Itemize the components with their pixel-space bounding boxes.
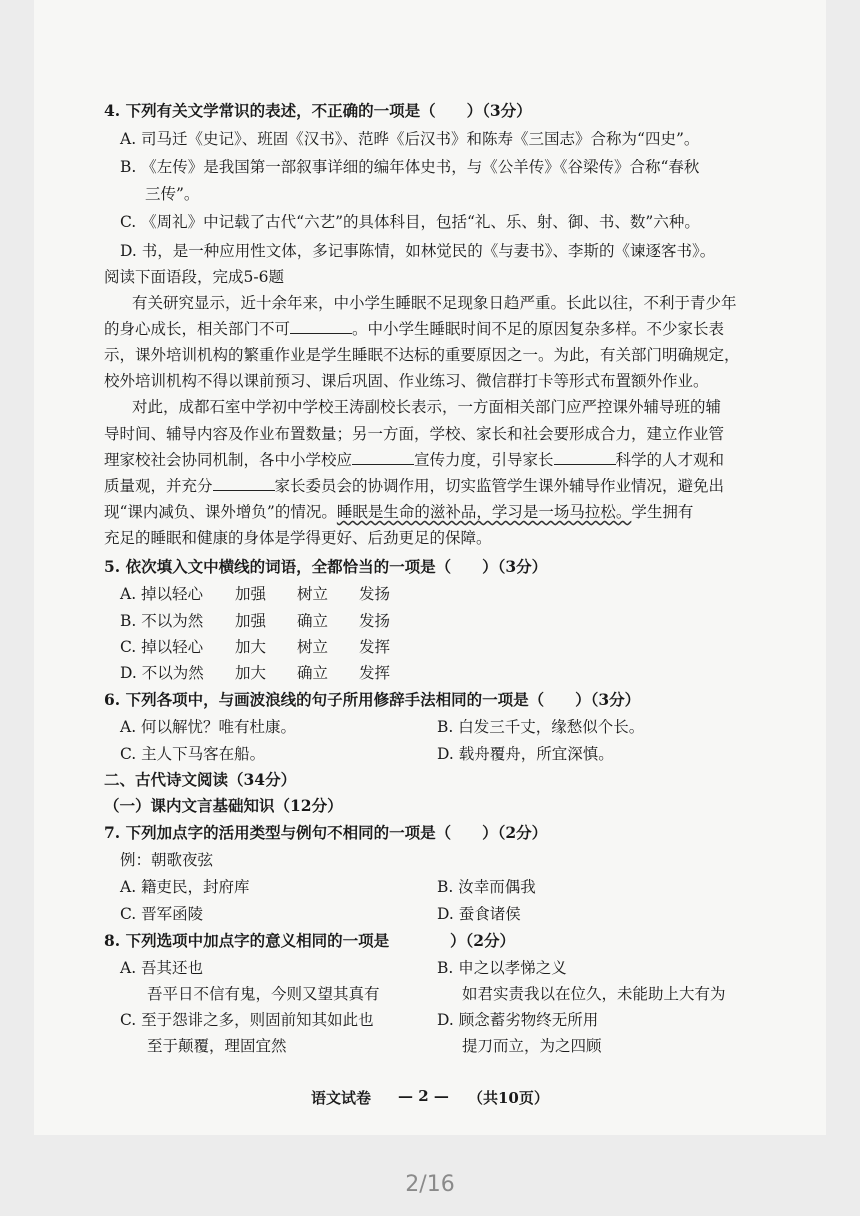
fill-blank-4 [213, 476, 275, 491]
fill-blank-1 [290, 319, 352, 334]
q8-option-a: A. 吾其还也 [120, 959, 204, 977]
q7-example: 例：朝歌夜弦 [120, 851, 214, 869]
q5-option-a: A. 掉以轻心 加强 树立 发扬 [120, 585, 391, 603]
q6-option-a: A. 何以解忧？唯有杜康。 [120, 718, 297, 736]
footer-title: 语文试卷 [311, 1089, 372, 1107]
passage-line: 对此，成都石室中学初中学校王涛副校长表示，一方面相关部门应严控课外辅导班的辅 [132, 398, 722, 416]
passage-line: 示，课外培训机构的繁重作业是学生睡眠不达标的重要原因之一。为此，有关部门明确规定， [104, 346, 740, 364]
q5-option-b: B. 不以为然 加强 确立 发扬 [120, 612, 391, 630]
q5-option-d: D. 不以为然 加大 确立 发挥 [120, 664, 391, 682]
passage-line: 充足的睡眠和健康的身体是学得更好、后劲更足的保障。 [104, 529, 492, 547]
q7-stem: 7. 下列加点字的活用类型与例句不相同的一项是（ ）（2分） [104, 823, 548, 842]
q8-option-c: C. 至于怨诽之多，则固前知其如此也 [120, 1011, 374, 1029]
q6-stem: 6. 下列各项中，与画波浪线的句子所用修辞手法相同的一项是（ ）（3分） [104, 690, 641, 709]
q4-option-b-cont: 三传”。 [145, 185, 200, 203]
footer-total: （共10页） [468, 1089, 549, 1107]
page-indicator: 2/16 [405, 1172, 455, 1197]
q8-option-d-line2: 提刀而立，为之四顾 [462, 1037, 602, 1055]
passage-line: 的身心成长，相关部门不可 。中小学生睡眠时间不足的原因复杂多样。不少家长表 [104, 320, 725, 338]
q5-option-c: C. 掉以轻心 加大 树立 发挥 [120, 638, 391, 656]
passage-line: 导时间、辅导内容及作业布置数量；另一方面，学校、家长和社会要形成合力，建立作业管 [104, 425, 725, 443]
q8-option-b: B. 申之以孝悌之义 [437, 959, 567, 977]
fill-blank-3 [554, 450, 616, 465]
q4-option-b: B. 《左传》是我国第一部叙事详细的编年体史书，与《公羊传》《谷梁传》合称“春秋 [120, 158, 700, 176]
q7-option-a: A. 籍吏民，封府库 [120, 878, 250, 896]
q4-stem: 4. 下列有关文学常识的表述，不正确的一项是（ ）（3分） [104, 101, 532, 120]
q8-option-d: D. 顾念蓄劣物终无所用 [437, 1011, 599, 1029]
q8-stem: 8. 下列选项中加点字的意义相同的一项是 [104, 931, 390, 950]
q7-option-c: C. 晋军函陵 [120, 905, 204, 923]
subsection-heading: （一）课内文言基础知识（12分） [104, 796, 343, 815]
q8-option-b-line2: 如君实责我以在位久，未能助上大有为 [462, 985, 726, 1003]
q4-option-a: A. 司马迁《史记》、班固《汉书》、范晔《后汉书》和陈寿《三国志》合称为“四史”。 [120, 130, 700, 148]
q6-option-c: C. 主人下马客在船。 [120, 745, 266, 763]
passage-line: 理家校社会协同机制，各中小学校应 宣传力度，引导家长 科学的人才观和 [104, 451, 725, 469]
section-heading: 二、古代诗文阅读（34分） [104, 770, 297, 789]
q6-option-d: D. 载舟覆舟，所宜深慎。 [437, 745, 614, 763]
passage-line: 有关研究显示，近十余年来，中小学生睡眠不足现象日趋严重。长此以往，不利于青少年 [132, 294, 737, 312]
q7-option-b: B. 汝幸而偶我 [437, 878, 536, 896]
passage-line: 现“课内减负、课外增负”的情况。睡眠是生命的滋补品，学习是一场马拉松。学生拥有 [104, 503, 694, 521]
fill-blank-2 [352, 450, 414, 465]
q6-option-b: B. 白发三千丈，缘愁似个长。 [437, 718, 645, 736]
footer-page: — 2 — [398, 1087, 449, 1105]
q7-option-d: D. 蚕食诸侯 [437, 905, 521, 923]
q8-option-c-line2: 至于颠覆，理固宜然 [147, 1037, 287, 1055]
passage-intro: 阅读下面语段，完成5-6题 [104, 268, 284, 286]
q4-option-c: C. 《周礼》中记载了古代“六艺”的具体科目，包括“礼、乐、射、御、书、数”六种。 [120, 213, 700, 231]
q5-stem: 5. 依次填入文中横线的词语，全都恰当的一项是（ ）（3分） [104, 557, 548, 576]
q4-option-d: D. 书，是一种应用性文体，多记事陈情，如林觉民的《与妻书》、李斯的《谏逐客书》。 [120, 242, 716, 260]
passage-line: 校外培训机构不得以课前预习、课后巩固、作业练习、微信群打卡等形式布置额外作业。 [104, 372, 709, 390]
q8-score: ）（2分） [450, 931, 516, 950]
passage-line: 质量观，并充分 家长委员会的协调作用，切实监管学生课外辅导作业情况，避免出 [104, 477, 725, 495]
q8-option-a-line2: 吾平日不信有鬼，今则又望其真有 [147, 985, 380, 1003]
wavy-underlined-sentence: 睡眠是生命的滋补品，学习是一场马拉松。 [336, 503, 632, 521]
